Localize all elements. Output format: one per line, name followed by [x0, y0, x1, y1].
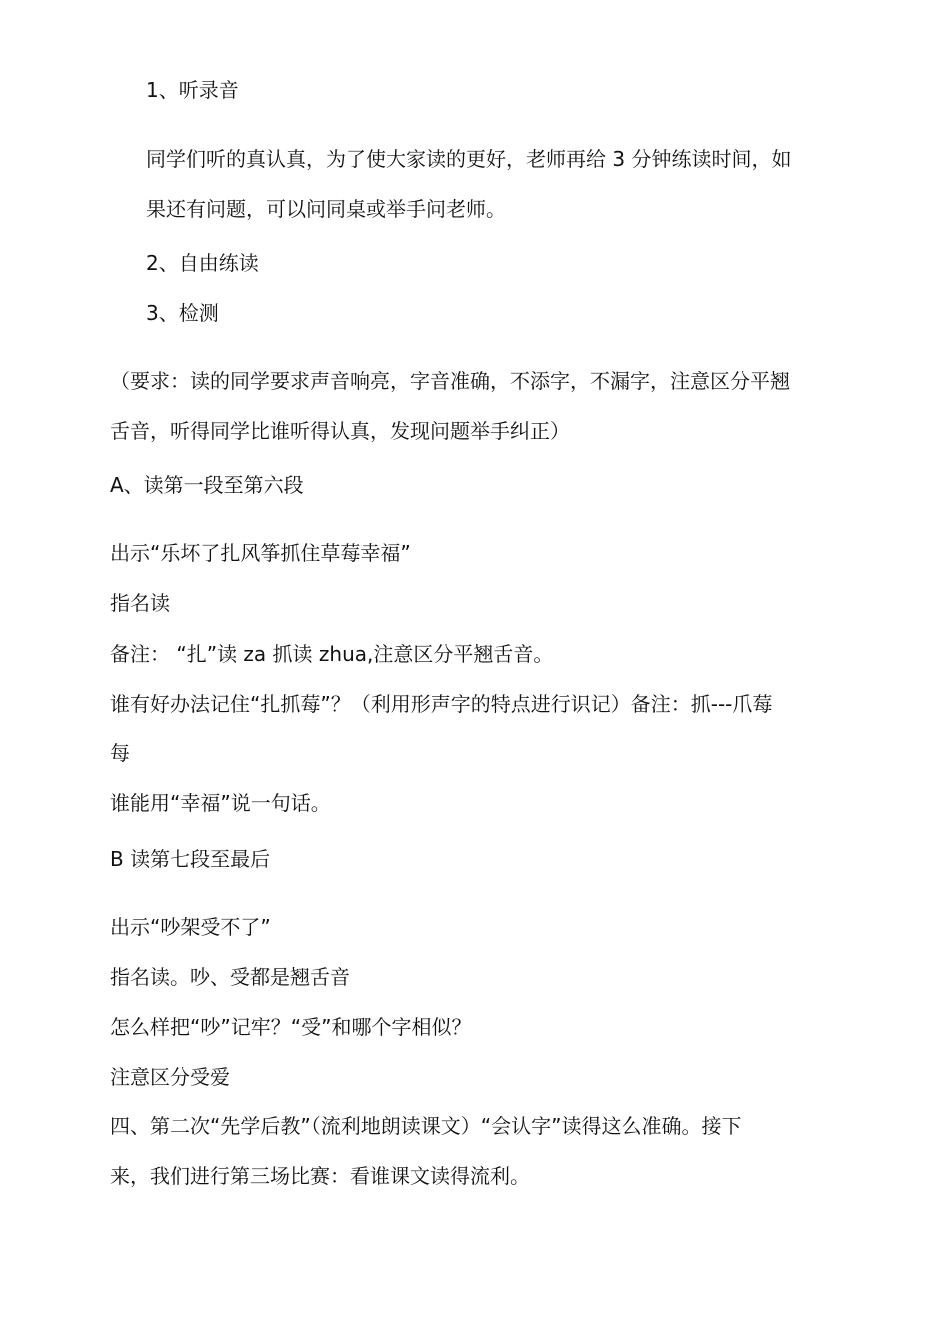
paragraph-line: 谁有好办法记住“扎抓莓”？（利用形声字的特点进行识记）备注：抓---爪莓	[110, 692, 773, 716]
paragraph-line: 指名读。吵、受都是翘舌音	[110, 965, 350, 989]
step-4-line: 四、第二次“先学后教”（流利地朗读课文）“会认字”读得这么准确。接下	[110, 1114, 742, 1138]
paragraph-line: 每	[110, 741, 130, 765]
paragraph-line: 果还有问题，可以问同桌或举手问老师。	[146, 197, 506, 221]
requirement-line: 舌音，听得同学比谁听得认真，发现问题举手纠正）	[110, 419, 570, 443]
paragraph-line: 谁能用“幸福”说一句话。	[110, 791, 331, 815]
paragraph-line: 出示“乐坏了扎风筝抓住草莓幸福”	[110, 541, 411, 565]
section-a-heading: A、读第一段至第六段	[110, 473, 304, 497]
paragraph-line: 同学们听的真认真，为了使大家读的更好，老师再给 3 分钟练读时间，如	[146, 147, 792, 171]
step-1-heading: 1、听录音	[146, 78, 239, 102]
note-line: 备注： “扎”读 za 抓读 zhua,注意区分平翘舌音。	[110, 642, 554, 666]
step-3-heading: 3、检测	[146, 301, 219, 325]
requirement-line: （要求：读的同学要求声音响亮，字音准确，不添字，不漏字，注意区分平翘	[110, 369, 790, 393]
paragraph-line: 来，我们进行第三场比赛：看谁课文读得流利。	[110, 1164, 530, 1188]
paragraph-line: 注意区分受爱	[110, 1065, 230, 1089]
paragraph-line: 出示“吵架受不了”	[110, 915, 271, 939]
section-b-heading: B 读第七段至最后	[110, 847, 271, 871]
step-2-heading: 2、自由练读	[146, 251, 259, 275]
paragraph-line: 怎么样把“吵”记牢？“受”和哪个字相似？	[110, 1015, 472, 1039]
paragraph-line: 指名读	[110, 591, 170, 615]
